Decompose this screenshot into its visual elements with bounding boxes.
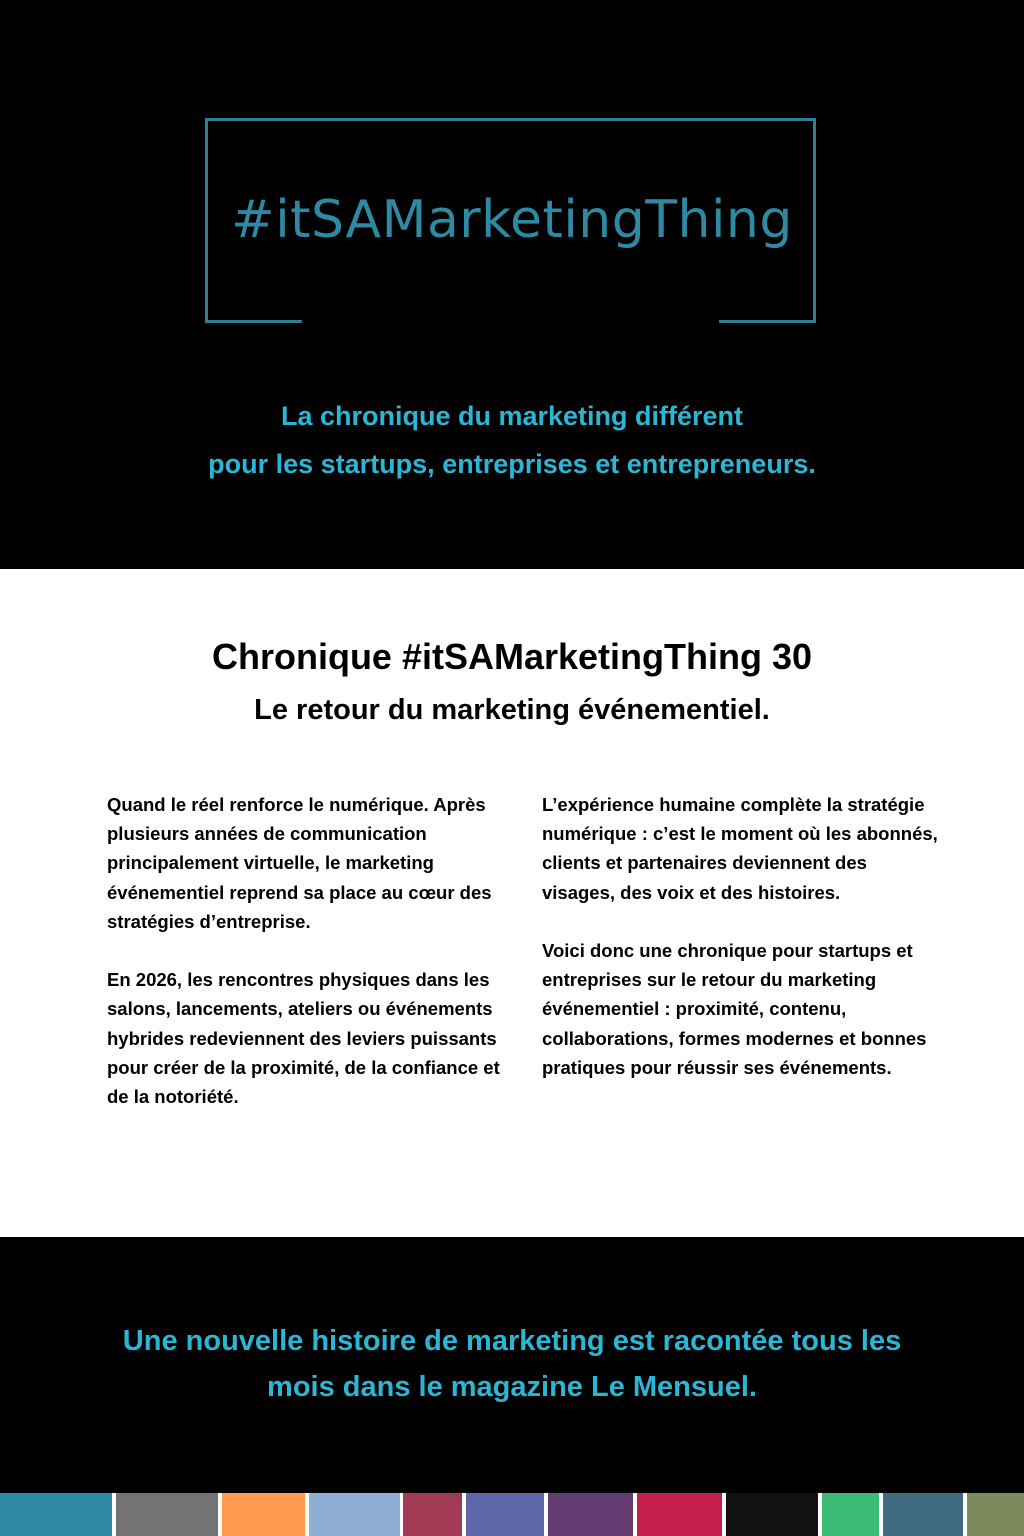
footer-line-1: Une nouvelle histoire de marketing est racontée tous les — [122, 1325, 902, 1357]
left-column — [107, 790, 507, 1140]
color-swatch — [222, 1493, 305, 1536]
frame-top-line — [205, 118, 816, 121]
footer-line-2: mois dans le magazine Le Mensuel. — [267, 1371, 757, 1403]
color-swatch — [403, 1493, 462, 1536]
paragraph: En 2026, les rencontres physiques dans les salons, lancements, ateliers ou événements hybrides redeviennent des leviers puissants pour créer de la proximité, de la confiance et de la notoriété. — [107, 969, 500, 1108]
color-swatch — [548, 1493, 633, 1536]
color-swatch — [726, 1493, 818, 1536]
brand-hashtag: #itSAMarketingThing — [231, 190, 793, 250]
paragraph: Quand le réel renforce le numérique. Après plusieurs années de communication principalement virtuelle, le marketing événementiel reprend sa place au cœur des stratégies d’entreprise. — [107, 794, 492, 932]
color-swatch — [466, 1493, 544, 1536]
paragraph: L’expérience humaine complète la stratégie numérique : c’est le moment où les abonnés, clients et partenaires deviennent des visages, des voix et des histoires. — [542, 794, 938, 903]
paragraph: Voici donc une chronique pour startups et entreprises sur le retour du marketing événementiel : proximité, contenu, collaborations, formes modernes et bonnes pratiques pour réussir ses événements. — [542, 940, 927, 1078]
color-swatch — [0, 1493, 112, 1536]
color-swatch — [883, 1493, 963, 1536]
article-title: Chronique #itSAMarketingThing 30 — [211, 636, 813, 677]
tagline-line-2: pour les startups, entreprises et entrepreneurs. — [208, 449, 816, 479]
frame-bottom-right-line — [719, 320, 816, 323]
color-swatch — [822, 1493, 879, 1536]
footer-text — [0, 1318, 1024, 1410]
color-swatch — [637, 1493, 722, 1536]
color-palette-strip — [0, 1493, 1024, 1536]
color-swatch — [967, 1493, 1024, 1536]
color-swatch — [309, 1493, 400, 1536]
color-swatch — [116, 1493, 218, 1536]
right-column — [542, 790, 942, 1111]
tagline-line-1: La chronique du marketing différent — [280, 401, 744, 431]
frame-bottom-left-line — [205, 320, 302, 323]
article-subtitle: Le retour du marketing événementiel. — [254, 694, 770, 726]
tagline — [0, 392, 1024, 488]
header-section — [0, 0, 1024, 569]
